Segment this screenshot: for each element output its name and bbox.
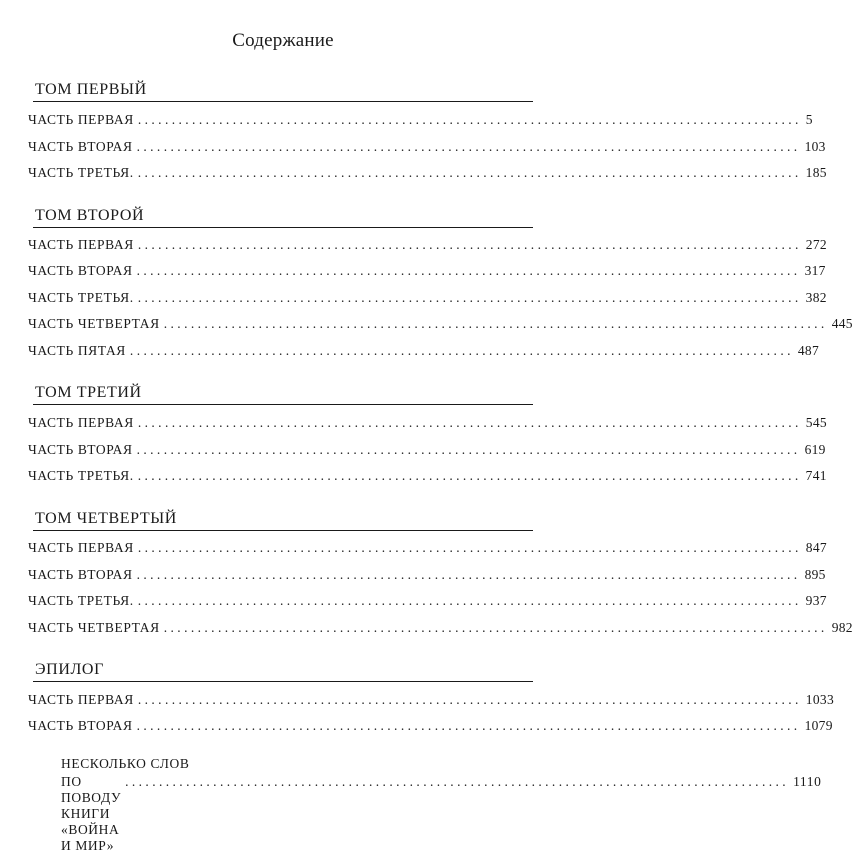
toc-entry-label: ЧАСТЬ ВТОРАЯ [28, 263, 133, 278]
toc-entry-label: ЧАСТЬ ЧЕТВЕРТАЯ [28, 620, 160, 635]
toc-entry-page: 5 [805, 112, 813, 127]
toc-entry-label: ЧАСТЬ ТРЕТЬЯ. [28, 468, 134, 483]
toc-entry-page: 1079 [804, 718, 833, 733]
volume-3-section [33, 382, 533, 405]
toc-entry[interactable] [28, 692, 834, 712]
toc-entry[interactable] [28, 237, 827, 257]
leader-dots: .................................................................................................. [137, 112, 802, 127]
leader-dots: .................................................................................................. [137, 237, 802, 252]
volume-4-section [33, 508, 533, 531]
toc-entry-page: 487 [797, 343, 820, 358]
toc-entry-page: 741 [805, 468, 827, 483]
toc-entry-label: ЧАСТЬ ПЕРВАЯ [28, 540, 134, 555]
toc-entry-label: ЧАСТЬ ПЕРВАЯ [28, 112, 134, 127]
leader-dots: .................................................................................................. [136, 263, 801, 278]
toc-entry-page: 545 [805, 415, 827, 430]
volume-2-section [33, 205, 533, 228]
toc-entry[interactable] [28, 165, 827, 185]
epilogue-heading: ЭПИЛОГ [33, 659, 533, 682]
leader-dots: .................................................................................................. [137, 468, 802, 483]
leader-dots: .................................................................................................. [137, 540, 802, 555]
toc-entry-page: 619 [804, 442, 826, 457]
volume-4-heading: ТОМ ЧЕТВЕРТЫЙ [33, 508, 533, 531]
epilogue-section [33, 659, 533, 682]
toc-entry[interactable] [28, 316, 853, 336]
toc-entry[interactable] [28, 593, 827, 613]
page-title: Содержание [232, 30, 334, 51]
leader-dots: .................................................................................................. [137, 593, 802, 608]
leader-dots: .................................................................................................. [136, 139, 801, 154]
toc-entry-page: 382 [805, 290, 827, 305]
leader-dots: .................................................................................................. [137, 692, 802, 707]
toc-entry[interactable] [28, 540, 827, 560]
toc-entry[interactable] [28, 415, 827, 435]
leader-dots: .................................................................................................. [163, 620, 828, 635]
toc-entry-label: ЧАСТЬ ТРЕТЬЯ. [28, 165, 134, 180]
volume-1-heading: ТОМ ПЕРВЫЙ [33, 79, 533, 102]
toc-entry-label: ЧАСТЬ ПЕРВАЯ [28, 692, 134, 707]
leader-dots: .................................................................................................. [137, 290, 802, 305]
toc-entry-page: 895 [804, 567, 826, 582]
afterword-line1: НЕСКОЛЬКО СЛОВ [61, 756, 190, 771]
toc-entry-page: 317 [804, 263, 826, 278]
toc-entry[interactable] [28, 343, 820, 363]
toc-entry-label: ЧАСТЬ ВТОРАЯ [28, 139, 133, 154]
leader-dots: .................................................................................................. [136, 567, 801, 582]
toc-entry[interactable] [28, 567, 826, 587]
toc-entry-label: ЧАСТЬ ВТОРАЯ [28, 442, 133, 457]
toc-entry-label: ЧАСТЬ ПЯТАЯ [28, 343, 126, 358]
toc-entry[interactable] [28, 442, 826, 462]
toc-entry-page: 445 [831, 316, 853, 331]
toc-entry[interactable] [28, 263, 826, 283]
toc-entry[interactable] [28, 620, 853, 640]
afterword-page: 1110 [793, 774, 822, 789]
toc-entry-label: ЧАСТЬ ТРЕТЬЯ. [28, 593, 134, 608]
toc-entry-label: ЧАСТЬ ВТОРАЯ [28, 567, 133, 582]
volume-2-heading: ТОМ ВТОРОЙ [33, 205, 533, 228]
volume-1-section [33, 79, 533, 102]
toc-entry-page: 982 [831, 620, 853, 635]
toc-entry-label: ЧАСТЬ ПЕРВАЯ [28, 237, 134, 252]
toc-entry[interactable] [28, 112, 813, 132]
toc-entry[interactable] [28, 468, 827, 488]
volume-3-heading: ТОМ ТРЕТИЙ [33, 382, 533, 405]
leader-dots: .................................................................................................. [136, 442, 801, 457]
toc-entry-page: 1033 [805, 692, 834, 707]
toc-entry[interactable] [28, 290, 827, 310]
toc-entry[interactable] [28, 718, 833, 738]
afterword-line2-row [61, 774, 822, 853]
leader-dots: .................................................................................................. [136, 718, 801, 733]
leader-dots: .................................................................................................. [137, 165, 802, 180]
toc-entry-page: 272 [805, 237, 827, 252]
toc-entry-page: 185 [805, 165, 827, 180]
toc-entry-page: 847 [805, 540, 827, 555]
toc-entry-label: ЧАСТЬ ЧЕТВЕРТАЯ [28, 316, 160, 331]
toc-entry-label: ЧАСТЬ ТРЕТЬЯ. [28, 290, 134, 305]
toc-entry-label: ЧАСТЬ ПЕРВАЯ [28, 415, 134, 430]
toc-entry-page: 103 [804, 139, 826, 154]
leader-dots: .................................................................................................. [125, 774, 790, 789]
leader-dots: .................................................................................................. [137, 415, 802, 430]
leader-dots: .................................................................................................. [129, 343, 794, 358]
afterword-line2: ПО ПОВОДУ КНИГИ «ВОЙНА И МИР» [61, 774, 122, 853]
afterword-entry[interactable] [61, 754, 822, 853]
toc-entry-page: 937 [805, 593, 827, 608]
toc-entry-label: ЧАСТЬ ВТОРАЯ [28, 718, 133, 733]
toc-entry[interactable] [28, 139, 826, 159]
leader-dots: .................................................................................................. [163, 316, 828, 331]
